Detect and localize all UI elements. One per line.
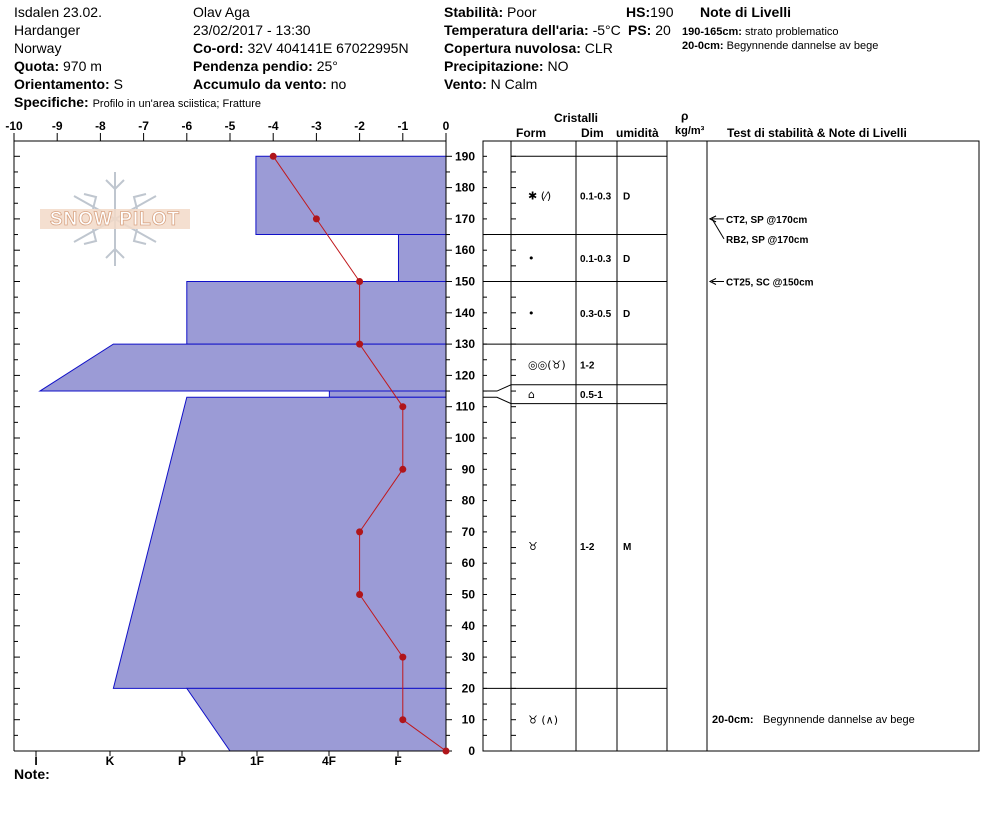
temperature-point (270, 153, 277, 160)
temperature-point (356, 591, 363, 598)
note-label: Note: (14, 766, 50, 782)
height-tick-label: 10 (461, 712, 475, 727)
note-livelli-title: Note di Livelli (700, 4, 792, 20)
grain-wetness: M (623, 541, 632, 553)
grain-form-icon: • (528, 306, 535, 320)
hardness-label: I (34, 754, 38, 768)
temp-tick-label: -5 (224, 119, 236, 133)
hardness-layer (256, 156, 446, 234)
specifiche-label: Specifiche: (14, 94, 89, 110)
cristalli-header: Cristalli (554, 111, 599, 125)
quota-value: 970 m (63, 58, 102, 74)
rho-unit-header: kg/m³ (675, 125, 705, 137)
vento-value: N Calm (490, 76, 538, 92)
accumulo-label: Accumulo da vento: (193, 76, 327, 92)
temp-tick-label: 0 (442, 119, 450, 133)
height-tick-label: 110 (455, 399, 475, 414)
orientamento-label: Orientamento: (14, 76, 110, 92)
grain-dim: 0.1-0.3 (580, 191, 612, 203)
hs-value: 190 (650, 4, 674, 20)
height-tick-label: 30 (461, 650, 475, 665)
grain-dim: 0.1-0.3 (580, 254, 612, 266)
height-tick-label: 170 (454, 211, 475, 226)
hardness-layer (187, 688, 446, 751)
grain-form-icon: • (528, 252, 535, 266)
form-header: Form (516, 126, 546, 140)
height-tick-label: 50 (461, 587, 475, 602)
temperature-point (399, 654, 406, 661)
layer-note-text: Begynnende dannelse av bege (763, 713, 915, 726)
hardness-layer (113, 397, 446, 688)
hardness-layers (40, 156, 446, 751)
rho-header: ρ (681, 109, 689, 123)
temp-tick-label: -7 (138, 119, 149, 133)
note-livelli-text: Begynnende dannelse av bege (726, 40, 879, 52)
dim-header: Dim (581, 126, 604, 140)
grain-dim: 1-2 (580, 360, 595, 372)
temperature-point (443, 748, 450, 755)
height-tick-label: 20 (461, 681, 475, 696)
temp-tick-label: -4 (267, 119, 279, 133)
grain-form-icon: ♉ (528, 539, 538, 553)
temperature-point (399, 466, 406, 473)
grain-dim: 0.3-0.5 (580, 308, 612, 320)
precip-label: Precipitazione: (444, 58, 544, 74)
location-line-1: Isdalen 23.02. (14, 4, 102, 20)
observation-datetime: 23/02/2017 - 13:30 (193, 22, 311, 38)
stability-tests (710, 215, 915, 726)
accumulo-value: no (330, 76, 347, 92)
pendenza-label: Pendenza pendio: (193, 58, 313, 74)
height-tick-label: 150 (454, 274, 475, 289)
test-header: Test di stabilità & Note di Livelli (727, 126, 907, 140)
grain-wetness: D (623, 191, 631, 203)
quota-label: Quota: (14, 58, 60, 74)
copertura-value: CLR (584, 40, 613, 56)
height-tick-label: 80 (461, 493, 475, 508)
temp-tick-label: -3 (311, 119, 322, 133)
grain-table (483, 141, 979, 751)
height-tick-label: 180 (454, 180, 475, 195)
layer-note-label: 20-0cm: (712, 713, 754, 726)
grain-form-icon: ⌂ (528, 388, 535, 402)
pendenza-value: 25° (316, 58, 338, 74)
temp-tick-label: -6 (181, 119, 193, 133)
temp-tick-label: -2 (354, 119, 365, 133)
hardness-layer (187, 282, 446, 345)
hardness-label: 4F (321, 754, 337, 768)
height-tick-label: 130 (454, 337, 475, 352)
snowpilot-watermark (40, 172, 190, 266)
precip-value: NO (547, 58, 569, 74)
temp-label: Temperatura dell'aria: (444, 22, 589, 38)
umidita-header: umidità (616, 126, 659, 140)
ps-label: PS: (628, 22, 652, 38)
location-line-2: Hardanger (14, 22, 81, 38)
stabilita-value: Poor (507, 4, 537, 20)
vento-label: Vento: (444, 76, 487, 92)
hardness-layer (329, 391, 446, 397)
watermark-text: SNOW PILOT (49, 209, 181, 230)
hs-label: HS: (626, 4, 651, 20)
grain-wetness: D (623, 308, 631, 320)
note-livelli-range: 190-165cm: (682, 26, 742, 38)
temperature-point (399, 716, 406, 723)
temp-tick-label: -9 (51, 119, 63, 133)
temp-tick-label: -10 (5, 119, 23, 133)
grain-form-icon: ◎◎(♉) (528, 358, 566, 372)
observer-name: Olav Aga (193, 4, 250, 20)
test-pointer (712, 219, 724, 239)
note-livelli-range: 20-0cm: (682, 40, 724, 52)
temperature-point (313, 215, 320, 222)
hardness-layer (40, 344, 446, 391)
location-line-3: Norway (14, 40, 62, 56)
grain-form-icon: ♉ (∧) (528, 713, 558, 727)
hardness-layer (398, 235, 446, 282)
coord-label: Co-ord: (193, 40, 244, 56)
temperature-point (356, 278, 363, 285)
table-frame (483, 141, 979, 751)
hardness-label: F (394, 754, 402, 768)
stability-test-label: CT2, SP @170cm (726, 214, 808, 226)
grain-form-icon: ✱ (⁄) (528, 189, 552, 203)
height-tick-label: 190 (454, 149, 475, 164)
height-tick-label: 40 (461, 618, 475, 633)
grain-wetness: D (623, 254, 631, 266)
stability-test-label: RB2, SP @170cm (726, 234, 809, 246)
height-tick-label: 100 (454, 431, 475, 445)
note-livelli-text: strato problematico (745, 26, 839, 38)
temp-tick-label: -1 (397, 119, 409, 133)
specifiche-value: Profilo in un'area sciistica; Fratture (92, 98, 261, 110)
coord-value: 32V 404141E 67022995N (247, 40, 409, 56)
height-tick-label: 160 (454, 243, 475, 258)
temperature-point (356, 341, 363, 348)
stabilita-label: Stabilità: (444, 4, 504, 20)
hardness-label: P (177, 754, 187, 768)
height-tick-label: 60 (461, 556, 475, 571)
orientamento-value: S (113, 76, 123, 92)
height-tick-label: 0 (468, 744, 475, 758)
copertura-label: Copertura nuvolosa: (444, 40, 581, 56)
temperature-point (399, 403, 406, 410)
height-tick-label: 70 (461, 524, 475, 539)
grain-dim: 1-2 (580, 541, 595, 553)
height-tick-label: 90 (461, 462, 475, 477)
temp-tick-label: -8 (95, 119, 106, 133)
stability-test-label: CT25, SC @150cm (726, 277, 814, 289)
height-tick-label: 140 (454, 305, 475, 320)
temperature-point (356, 528, 363, 535)
hardness-label: 1F (249, 754, 265, 768)
ps-value: 20 (655, 22, 671, 38)
height-tick-label: 120 (454, 368, 475, 383)
hardness-label: K (105, 754, 115, 768)
temp-value: -5°C (592, 22, 621, 38)
grain-dim: 0.5-1 (580, 390, 603, 402)
